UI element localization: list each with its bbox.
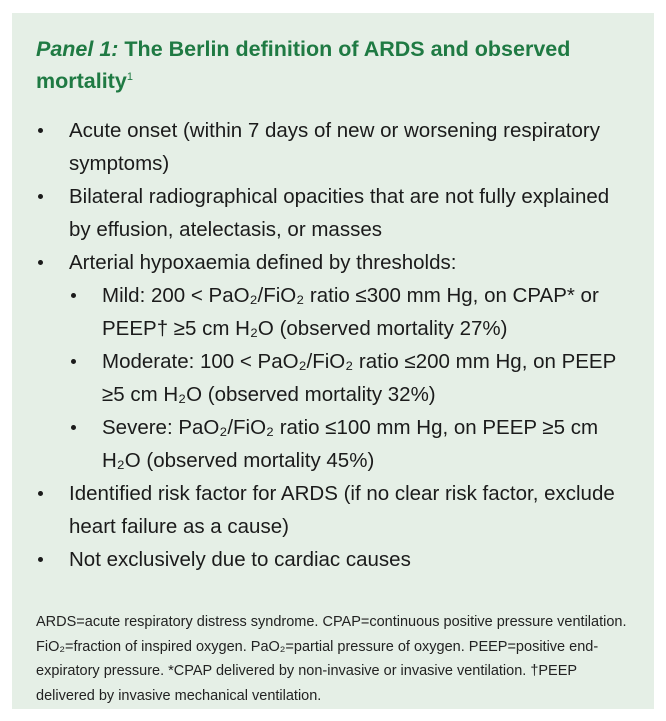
criteria-list bbox=[36, 114, 628, 576]
panel-title-text: The Berlin definition of ARDS and observed mortality bbox=[36, 37, 571, 93]
severity-item-severe bbox=[69, 411, 628, 477]
panel-title bbox=[36, 33, 628, 97]
severity-sublist bbox=[69, 279, 628, 477]
criteria-item-text: Not exclusively due to cardiac causes bbox=[69, 548, 411, 571]
severity-item-mild bbox=[69, 279, 628, 345]
panel-box bbox=[12, 13, 654, 709]
criteria-item bbox=[36, 180, 628, 246]
reference-superscript: 1 bbox=[126, 70, 133, 83]
criteria-item bbox=[36, 246, 628, 477]
severity-item-text: Moderate: 100 < PaO₂/FiO₂ ratio ≤200 mm Hg, on PEEP ≥5 cm H₂O (observed mortality 32%) bbox=[102, 350, 616, 406]
criteria-item-text: Acute onset (within 7 days of new or worsening respiratory symptoms) bbox=[69, 119, 600, 175]
criteria-item-text: Bilateral radiographical opacities that are not fully explained by effusion, atelectasis, or masses bbox=[69, 185, 610, 241]
criteria-item-text: Arterial hypoxaemia defined by thresholds: bbox=[69, 251, 457, 274]
severity-item-moderate bbox=[69, 345, 628, 411]
criteria-item bbox=[36, 477, 628, 543]
criteria-item bbox=[36, 543, 628, 576]
footnote: ARDS=acute respiratory distress syndrome. CPAP=continuous positive pressure ventilation. FiO₂=fraction of inspired oxygen. PaO₂=partial pressure of oxygen. PEEP=positive end-expiratory pressure. *CPAP delivered by non-invasive or invasive ventilation. †PEEP delivered by invasive mechanical ventilation. bbox=[36, 614, 627, 704]
severity-item-text: Mild: 200 < PaO₂/FiO₂ ratio ≤300 mm Hg, on CPAP* or PEEP† ≥5 cm H₂O (observed mortality 27%) bbox=[102, 284, 599, 340]
criteria-item-text: Identified risk factor for ARDS (if no clear risk factor, exclude heart failure as a cause) bbox=[69, 482, 615, 538]
panel-title-label: Panel 1: bbox=[36, 37, 119, 61]
criteria-item bbox=[36, 114, 628, 180]
severity-item-text: Severe: PaO₂/FiO₂ ratio ≤100 mm Hg, on PEEP ≥5 cm H₂O (observed mortality 45%) bbox=[102, 416, 599, 472]
